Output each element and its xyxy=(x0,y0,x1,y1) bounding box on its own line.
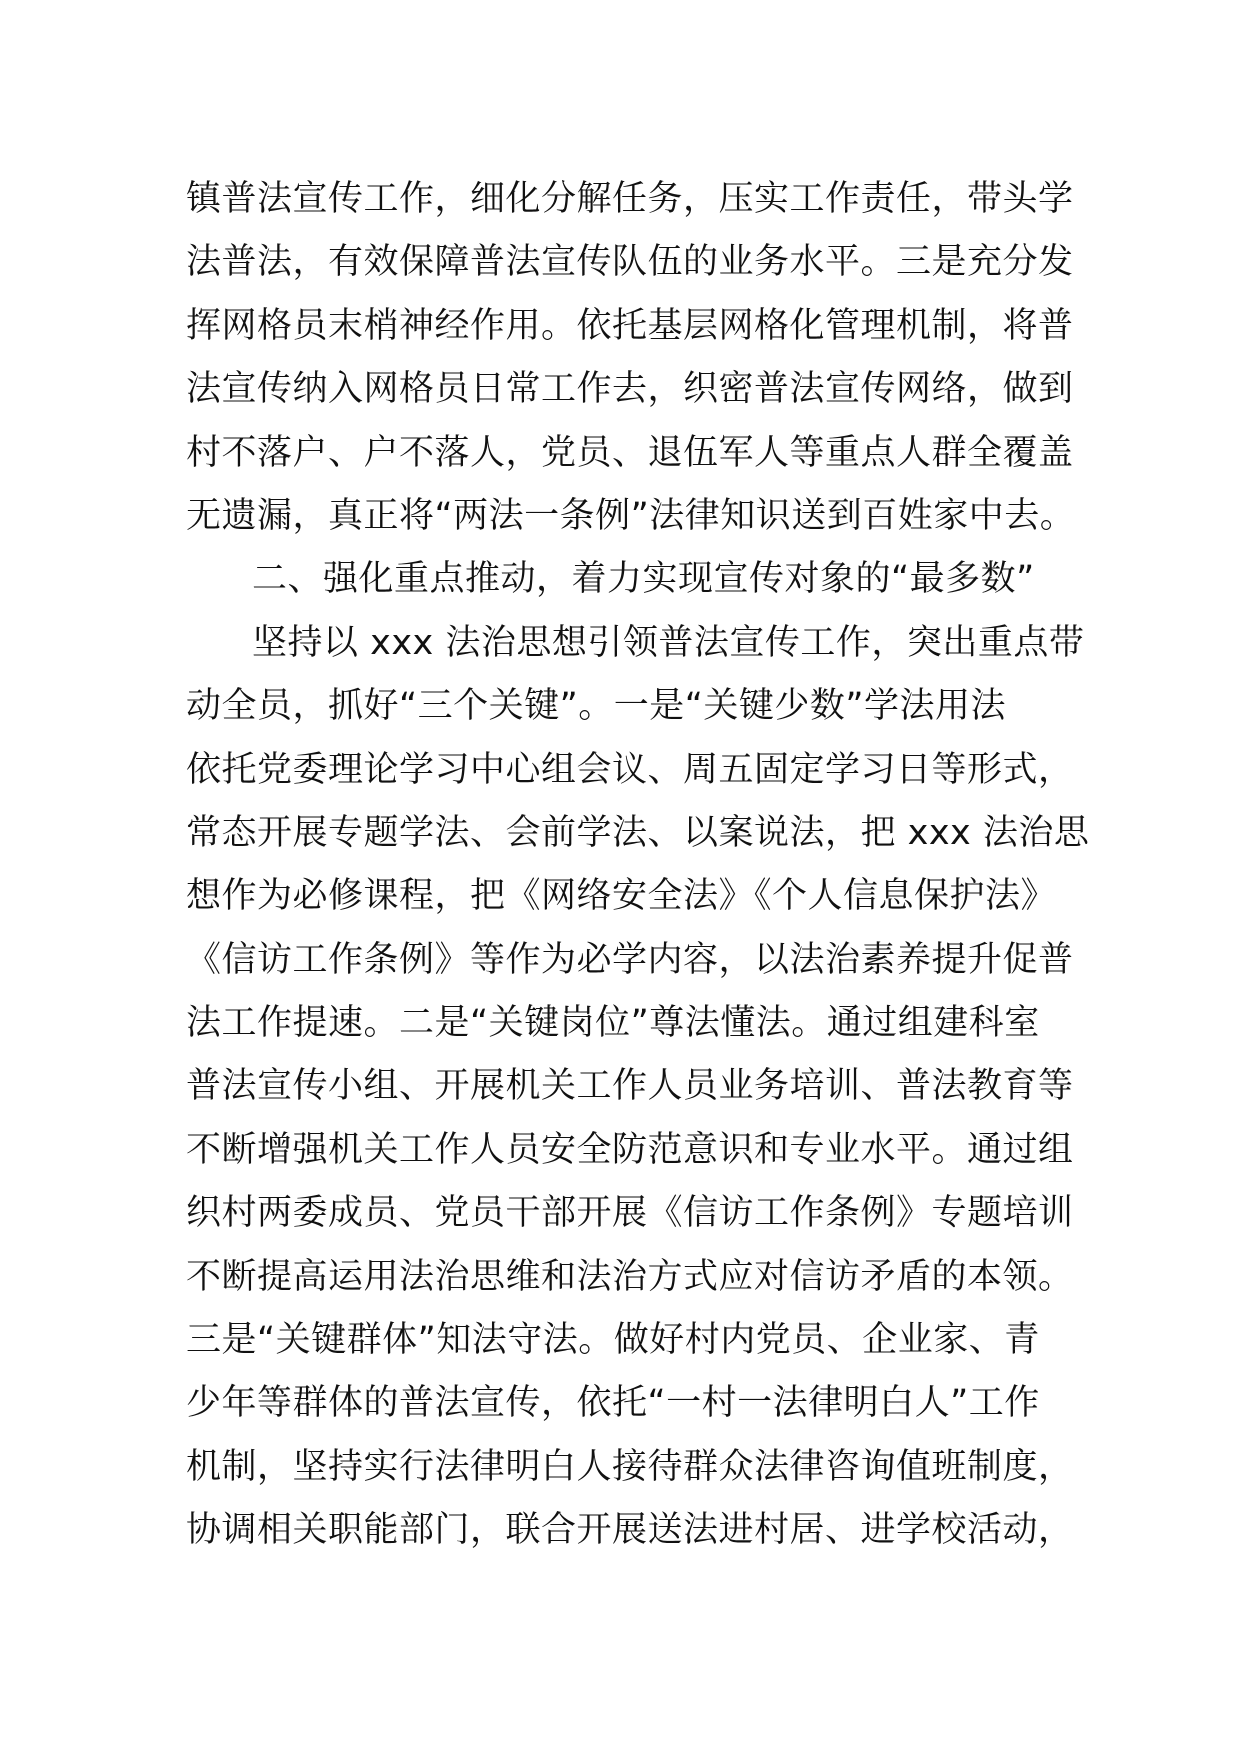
text-line: 想作为必修课程，把《网络安全法》《个人信息保护法》 xyxy=(186,876,1057,917)
text-line: 动全员，抓好“三个关键”。一是“关键少数”学法用法 xyxy=(186,686,1007,727)
text-line: 协调相关职能部门，联合开展送法进村居、进学校活动， xyxy=(186,1510,1074,1551)
document-body xyxy=(186,168,1090,1563)
text-line: 不断提高运用法治思维和法治方式应对信访矛盾的本领。 xyxy=(186,1256,1074,1297)
text-line: 法普法，有效保障普法宣传队伍的业务水平。三是充分发 xyxy=(186,242,1074,283)
text-line: 坚持以 xxx 法治思想引领普法宣传工作，突出重点带 xyxy=(252,622,1085,663)
text-line: 三是“关键群体”知法守法。做好村内党员、企业家、青 xyxy=(186,1320,1040,1361)
text-line: 挥网格员末梢神经作用。依托基层网格化管理机制，将普 xyxy=(186,305,1074,346)
text-line: 织村两委成员、党员干部开展《信访工作条例》专题培训 xyxy=(186,1193,1074,1234)
text-line: 《信访工作条例》等作为必学内容，以法治素养提升促普 xyxy=(186,939,1074,980)
text-line: 法工作提速。二是“关键岗位”尊法懂法。通过组建科室 xyxy=(186,1003,1040,1044)
text-line: 机制，坚持实行法律明白人接待群众法律咨询值班制度， xyxy=(186,1446,1074,1487)
section-heading: 二、强化重点推动，着力实现宣传对象的“最多数” xyxy=(252,559,1035,600)
text-line: 法宣传纳入网格员日常工作去，织密普法宣传网络，做到 xyxy=(186,369,1074,410)
text-line: 无遗漏，真正将“两法一条例”法律知识送到百姓家中去。 xyxy=(186,495,1076,536)
text-line: 不断增强机关工作人员安全防范意识和专业水平。通过组 xyxy=(186,1129,1074,1170)
text-line: 村不落户、户不落人，党员、退伍军人等重点人群全覆盖 xyxy=(186,432,1074,473)
text-line: 常态开展专题学法、会前学法、以案说法，把 xxx 法治思 xyxy=(186,812,1090,853)
text-line: 普法宣传小组、开展机关工作人员业务培训、普法教育等 xyxy=(186,1066,1074,1107)
text-line: 少年等群体的普法宣传，依托“一村一法律明白人”工作 xyxy=(186,1383,1040,1424)
text-line: 依托党委理论学习中心组会议、周五固定学习日等形式， xyxy=(186,749,1074,790)
text-line: 镇普法宣传工作，细化分解任务，压实工作责任，带头学 xyxy=(186,179,1074,219)
